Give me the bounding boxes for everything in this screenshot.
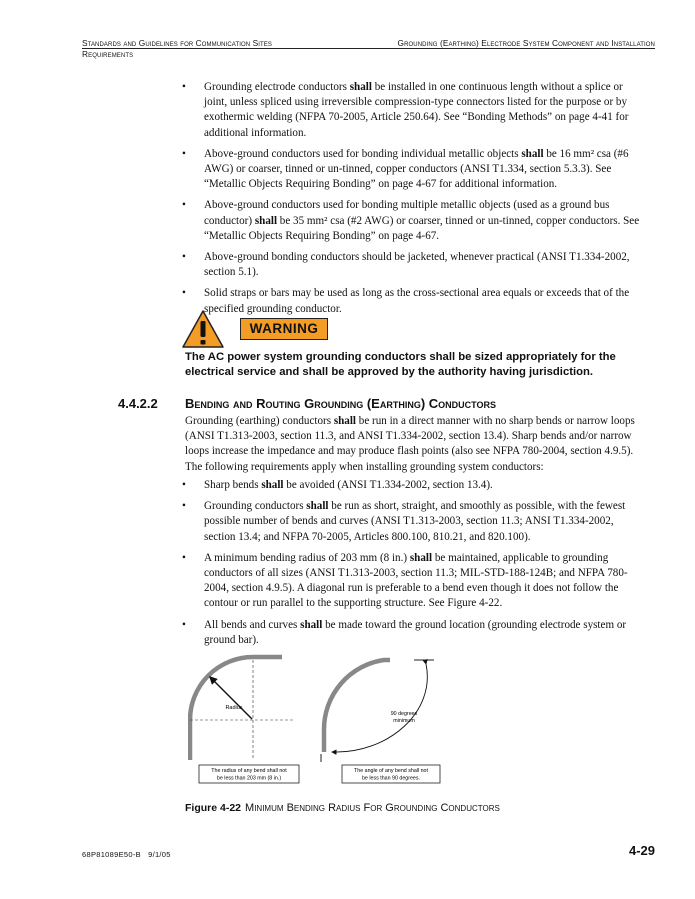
bullet-symbol: •	[182, 147, 186, 160]
list-item-emphasis: shall	[409, 551, 433, 564]
radius-label: Radius	[225, 705, 243, 711]
list-item-text: be installed in one continuous length without a splice or joint, unless spliced using irreversible compression-type connectors listed for the purpose or by exothermic welding (NFPA 70-2005, Article 250.64). See “Bonding Methods” on page 4-41 for additional information.	[204, 81, 629, 139]
list-item-emphasis: shall	[261, 479, 284, 491]
list-item-text: Solid straps or bars may be used as long as the cross-sectional area equals or exceeds that of the specified grounding conductor.	[204, 287, 630, 315]
list-item-emphasis: shall	[306, 500, 329, 513]
list-item-emphasis: shall	[349, 81, 372, 93]
paragraph-emphasis: shall	[333, 415, 357, 427]
footer-document-id: 68P81089E50-B 9/1/05	[82, 850, 171, 859]
bullet-symbol: •	[182, 618, 186, 631]
list-item-emphasis: shall	[300, 618, 323, 631]
section-title: Bending and Routing Grounding (Earthing) Conductors	[185, 396, 496, 411]
requirements-list-1	[182, 80, 644, 323]
requirements-list-2	[182, 478, 644, 654]
footer-page-number: 4-29	[628, 843, 655, 858]
bullet-symbol: •	[182, 287, 186, 300]
list-item-text: Above-ground bonding conductors should be jacketed, whenever practical (ANSI T1.334-2002, section 5.1).	[204, 251, 630, 279]
list-item	[182, 286, 644, 316]
bent-conductor-right	[324, 660, 390, 752]
header-left-line1: Standards and Guidelines for Communication Sites	[82, 38, 272, 48]
warning-label: WARNING	[240, 318, 328, 340]
bullet-symbol: •	[182, 199, 186, 212]
bullet-symbol: •	[182, 479, 186, 491]
figure-caption-text: Minimum Bending Radius For Grounding Conductors	[245, 802, 500, 814]
figure-caption-label: Figure 4-22	[185, 802, 242, 814]
radius-note-line2: be less than 203 mm (8 in.)	[216, 775, 282, 782]
bullet-symbol: •	[182, 551, 186, 564]
paragraph-text: Grounding (earthing) conductors	[185, 415, 334, 427]
list-item-text: be 35 mm² csa (#2 AWG) or coarser, tinned or un-tinned, copper conductors. See “Metallic Objects Requiring Bonding” on page 4-67.	[204, 214, 640, 242]
list-item-text: Grounding electrode conductors	[204, 81, 350, 93]
list-item	[182, 250, 644, 280]
figure-caption	[185, 802, 500, 814]
running-header-right: Grounding (Earthing) Electrode System Component and Installation	[397, 38, 655, 48]
angle-label-line2: minimum	[393, 718, 415, 724]
bullet-symbol: •	[182, 81, 186, 93]
warning-triangle-icon	[181, 309, 225, 349]
angle-note-line1: The angle of any bend shall not	[354, 768, 428, 774]
list-item	[182, 198, 644, 244]
header-rule	[82, 48, 655, 49]
header-left-line2: Requirements	[82, 49, 134, 59]
bullet-symbol: •	[182, 500, 186, 513]
radius-arrow	[210, 677, 252, 719]
list-item-text: be run as short, straight, and smoothly as possible, with the fewest possible number of bends and curves (ANSI T1.313-2003, section 11.3; ANSI T1.334-2002, section 13.4; and NFPA 70-2005, Articles 800.100, 810.21, and 820.100).	[204, 500, 626, 543]
warning-text: The AC power system grounding conductors shall be sized appropriately for the electrical service and shall be approved by the authority having jurisdiction.	[185, 351, 616, 378]
list-item-text: Above-ground conductors used for bonding individual metallic objects	[204, 147, 522, 160]
list-item-text: Grounding conductors	[204, 500, 307, 513]
bending-radius-figure	[188, 642, 458, 797]
bullet-symbol: •	[182, 251, 186, 264]
list-item-emphasis: shall	[521, 147, 544, 160]
list-item-text: A minimum bending radius of 203 mm (8 in.)	[204, 551, 410, 564]
list-item-text: Sharp bends	[204, 479, 262, 491]
section-intro-paragraph	[185, 414, 645, 475]
list-item-text: be maintained, applicable to grounding conductors of all sizes (ANSI T1.313-2003, section 11.3; MIL-STD-188-124B; and NFPA 780-2004, section 4.9.5). A diagonal run is preferable to a bend even though it does not follow the contour or run parallel to the supporting structure. See Figure 4-22.	[204, 551, 628, 610]
radius-note-line1: The radius of any bend shall not	[211, 768, 287, 774]
section-number: 4.4.2.2	[118, 396, 158, 411]
list-item	[182, 478, 644, 493]
angle-note-line2: be less than 90 degrees.	[361, 775, 421, 782]
angle-label-line1: 90 degrees	[390, 711, 418, 717]
list-item-text: be avoided (ANSI T1.334-2002, section 13.4).	[283, 479, 493, 491]
list-item-text: All bends and curves	[204, 618, 301, 631]
list-item-text: be 16 mm² csa (#6 AWG) or coarser, tinned or un-tinned, copper conductors (ANSI T1.334, section 5.3.3). See “Metallic Objects Requiring Bonding” on page 4-67 for additional information.	[204, 147, 629, 191]
list-item-text: be made toward the ground location (grounding electrode system or ground bar).	[204, 618, 627, 646]
list-item	[182, 80, 644, 141]
paragraph-text: be run in a direct manner with no sharp bends or narrow loops (ANSI T1.313-2003, section 11.3, and ANSI T1.334-2002, section 13.4). Sharp bends and/or narrow loops increase the impedance and may produce flash points (also see NFPA 780-2004, section 4.9.5). The following requirements apply when installing grounding system conductors:	[185, 415, 635, 473]
list-item-text: Above-ground conductors used for bonding multiple metallic objects (used as a ground bus conductor)	[204, 199, 610, 227]
list-item-emphasis: shall	[254, 214, 278, 227]
list-item	[182, 551, 644, 612]
list-item	[182, 147, 644, 193]
list-item	[182, 499, 644, 545]
